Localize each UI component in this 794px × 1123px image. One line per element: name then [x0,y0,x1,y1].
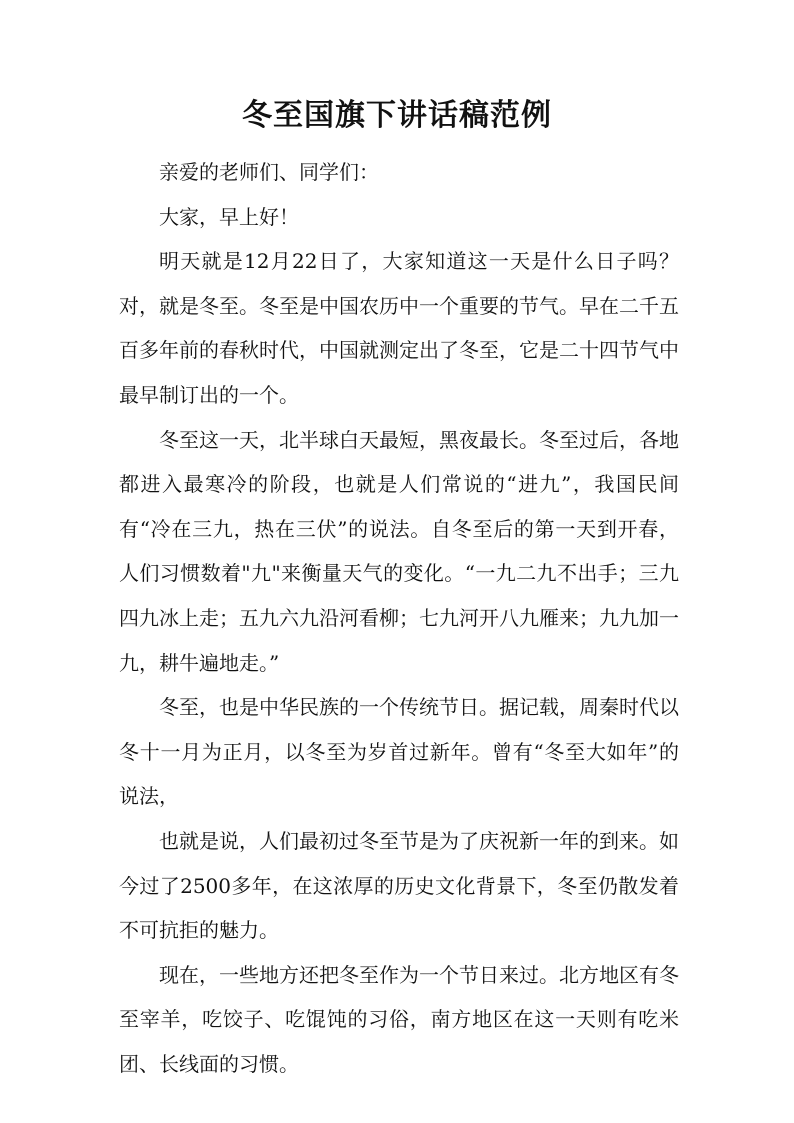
paragraph-shortest-day: 冬至这一天，北半球白天最短，黑夜最长。冬至过后，各地都进入最寒冷的阶段，也就是人们常说的“进九”，我国民间有“冷在三九，热在三伏”的说法。自冬至后的第一天到开春，人们习惯数着"九"来衡量天气的变化。“一九二九不出手；三九四九冰上走；五九六九沿河看柳；七九河开八九雁来；九九加一九，耕牛遍地走。” [119,427,679,675]
paragraph-greeting: 亲爱的老师们、同学们： [159,160,379,184]
paragraph-new-year-meaning: 也就是说，人们最初过冬至节是为了庆祝新一年的到来。如今过了2500多年，在这浓厚的历史文化背景下，冬至仍散发着不可抗拒的魅力。 [119,828,679,943]
paragraph-customs: 现在，一些地方还把冬至作为一个节日来过。北方地区有冬至宰羊，吃饺子、吃馄饨的习俗，南方地区在这一天则有吃米团、长线面的习惯。 [119,962,679,1076]
paragraph-good-morning: 大家，早上好！ [159,204,299,229]
paragraph-intro: 明天就是12月22日了，大家知道这一天是什么日子吗？对，就是冬至。冬至是中国农历中一个重要的节气。早在二千五百多年前的春秋时代，中国就测定出了冬至，它是二十四节气中最早制订出的一个。 [119,249,679,407]
paragraph-traditional-festival: 冬至，也是中华民族的一个传统节日。据记载，周秦时代以冬十一月为正月，以冬至为岁首过新年。曾有“冬至大如年”的说法， [119,695,679,809]
document-title: 冬至国旗下讲话稿范例 [242,98,552,133]
document-body [119,150,679,1086]
